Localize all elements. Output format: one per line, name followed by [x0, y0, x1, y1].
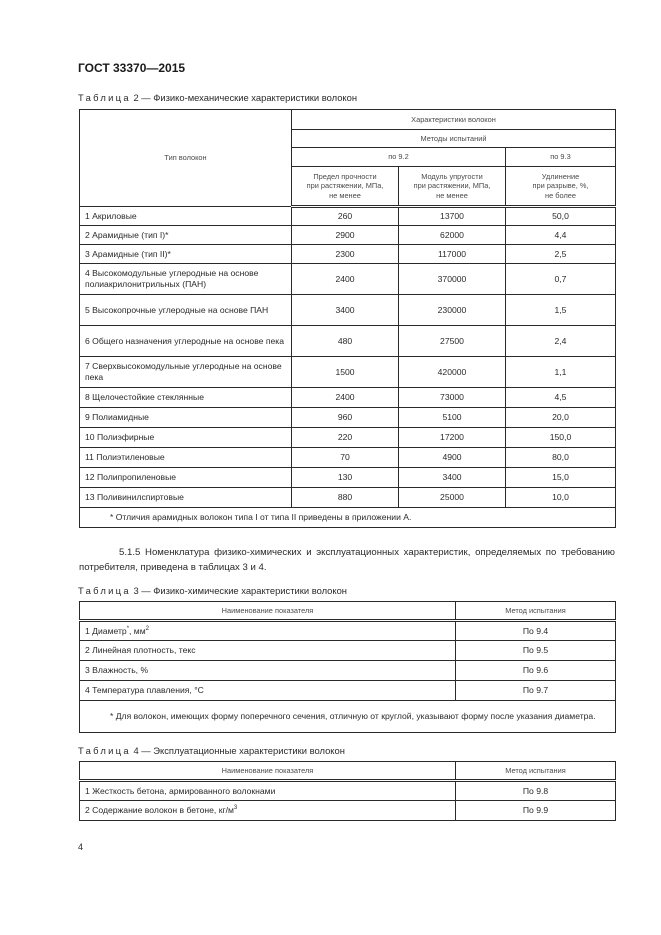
table-row: 5 Высокопрочные углеродные на основе ПАН 3400 230000 1,5 — [80, 295, 616, 326]
header-test-methods: Методы испытаний — [292, 130, 616, 148]
table-row: 4 Высокомодульные углеродные на основе полиакрилонитрильных (ПАН) 2400 370000 0,7 — [80, 264, 616, 295]
table4 — [79, 761, 616, 821]
table3-footnote: * Для волокон, имеющих форму поперечного сечения, отличную от круглой, указывают форму после указания диаметра. — [80, 701, 616, 733]
table-row: 4 Температура плавления, °С По 9.7 — [80, 681, 616, 701]
table-row: 3 Влажность, % По 9.6 — [80, 661, 616, 681]
table2-footnote-row — [80, 508, 616, 528]
header-method-9-3: по 9.3 — [506, 148, 616, 167]
table2-footnote: * Отличия арамидных волокон типа I от типа II приведены в приложении А. — [80, 508, 616, 528]
table-row: 11 Полиэтиленовые 70 4900 80,0 — [80, 448, 616, 468]
table-row: 7 Сверхвысокомодульные углеродные на основе пека 1500 420000 1,1 — [80, 357, 616, 388]
table3-caption-label: Таблица — [78, 585, 131, 596]
table-row: 1 Жесткость бетона, армированного волокнами По 9.8 — [80, 781, 616, 801]
header-fiber-type: Тип волокон — [80, 110, 292, 207]
header-method-9-2: по 9.2 — [292, 148, 506, 167]
paragraph-5-1-5: 5.1.5 Номенклатура физико-химических и эксплуатационных характеристик, определяемых по требованию потребителя, приведена в таблицах 3 и 4. — [79, 547, 615, 573]
page-number: 4 — [78, 842, 84, 852]
table3 — [79, 601, 616, 733]
table-row: 13 Поливинилспиртовые 880 25000 10,0 — [80, 488, 616, 508]
header-modulus: Модуль упругости при растяжении, МПа, не менее — [399, 167, 506, 207]
table4-header-name: Наименование показателя — [80, 762, 456, 781]
table2-caption-text: 2 — Физико-механические характеристики волокон — [130, 92, 358, 103]
table2-body — [80, 207, 616, 528]
table-row: 3 Арамидные (тип II)* 2300 117000 2,5 — [80, 245, 616, 264]
table4-row-name: 2 Содержание волокон в бетоне, $кг/м^3$ — [80, 801, 456, 821]
header-characteristics: Характеристики волокон — [292, 110, 616, 130]
table3-footnote-row — [80, 701, 616, 733]
table4-caption — [78, 745, 345, 756]
table-row: 10 Полиэфирные 220 17200 150,0 — [80, 428, 616, 448]
document-header: ГОСТ 33370—2015 — [78, 61, 186, 75]
table4-caption-text: 4 — Эксплуатационные характеристики волокон — [130, 745, 345, 756]
table-row: 1 Диаметр*, $мм^2$ По 9.4 — [80, 621, 616, 641]
table-row: 2 Линейная плотность, текс По 9.5 — [80, 641, 616, 661]
table4-header-method: Метод испытания — [456, 762, 616, 781]
table-row: 6 Общего назначения углеродные на основе пека 480 27500 2,4 — [80, 326, 616, 357]
table-row: 1 Акриловые 260 13700 50,0 — [80, 207, 616, 226]
table-row: 2 Арамидные (тип I)* 2900 62000 4,4 — [80, 226, 616, 245]
header-elongation: Удлинение при разрыве, %, не более — [506, 167, 616, 207]
table-row: 12 Полипропиленовые 130 3400 15,0 — [80, 468, 616, 488]
table-row: 8 Щелочестойкие стеклянные 2400 73000 4,5 — [80, 388, 616, 408]
table3-row-name: 1 Диаметр*, $мм^2$ — [80, 621, 456, 641]
table3-header-method: Метод испытания — [456, 602, 616, 621]
table3-caption — [78, 585, 347, 596]
table2-caption-label: Таблица — [78, 92, 131, 103]
table3-header-name: Наименование показателя — [80, 602, 456, 621]
header-strength: Предел прочности при растяжении, МПа, не менее — [292, 167, 399, 207]
table3-caption-text: 3 — Физико-химические характеристики волокон — [130, 585, 347, 596]
table2-caption — [78, 92, 357, 103]
table-row: 9 Полиамидные 960 5100 20,0 — [80, 408, 616, 428]
table2 — [79, 109, 616, 528]
table-row: 2 Содержание волокон в бетоне, $кг/м^3$ По 9.9 — [80, 801, 616, 821]
table4-caption-label: Таблица — [78, 745, 131, 756]
